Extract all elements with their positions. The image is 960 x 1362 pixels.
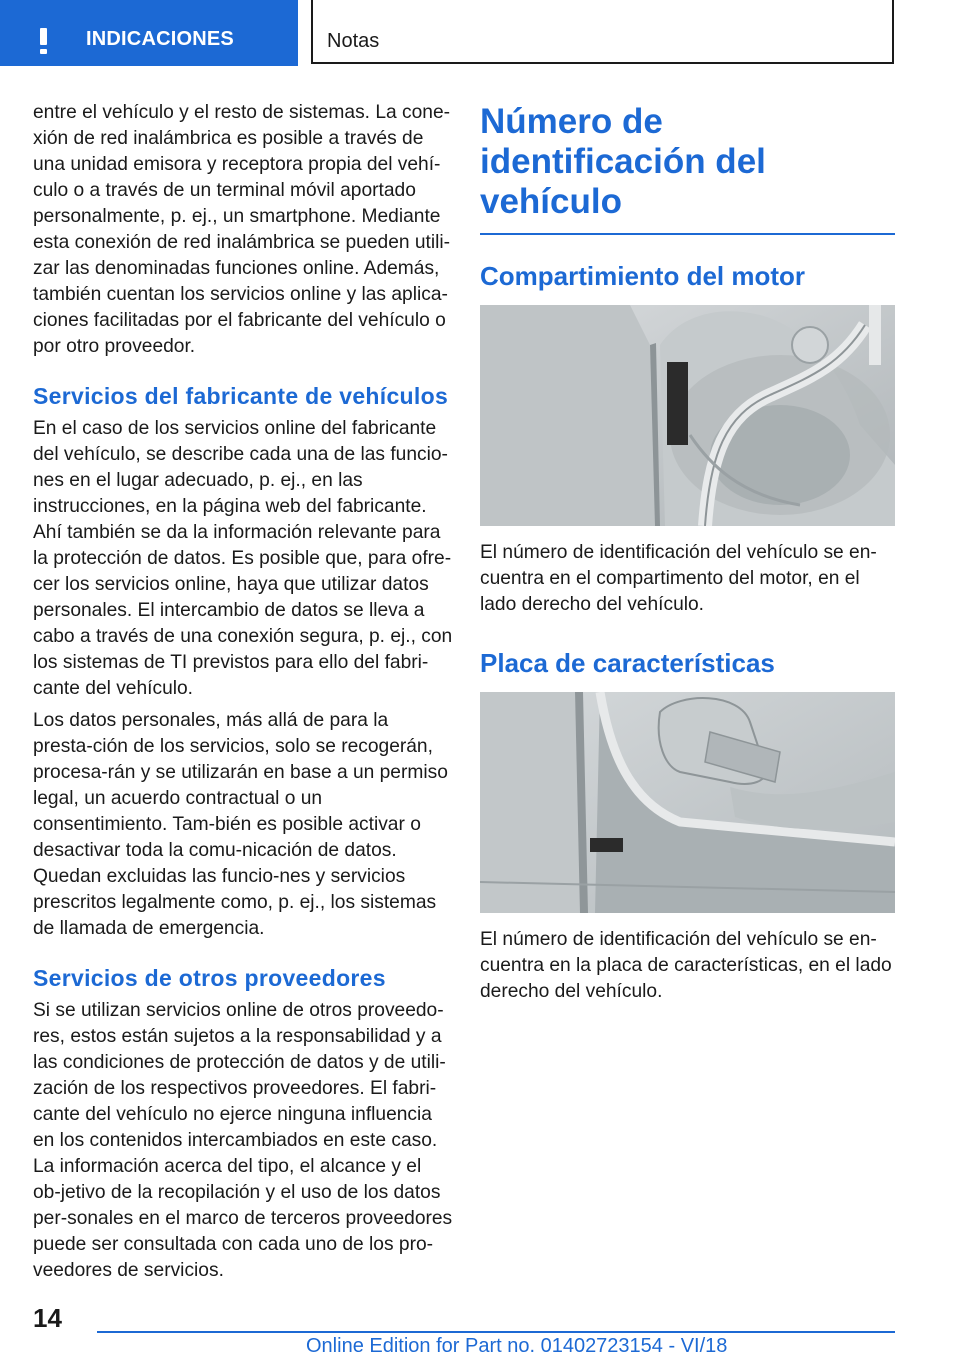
notes-tab[interactable] [311,0,894,64]
vin-section-title: Número de identificación del vehículo [480,102,766,221]
type-plate-image [480,692,895,913]
intro-paragraph: entre el vehículo y el resto de sistemas. La cone-xión de red inalámbrica es posible a través de una unidad emisora y receptora propia del vehí-culo o a través de un terminal móvil aportado personalmente, p. ej., un smartphone. Mediante esta conexión de red inalámbrica se pueden utili-zar las denominadas funciones online. Además, también cuentan los servicios online y las aplica-ciones facilitadas por el fabricante del vehículo o por otro proveedor. [33,102,451,357]
left-column [33,100,453,1284]
footer-edition-text: Online Edition for Part no. 01402723154 - VI/18 [306,1335,728,1357]
section-title-other-providers: Servicios de otros proveedores [33,965,386,991]
section-title-manufacturer-services: Servicios del fabricante de vehículos [33,383,449,409]
engine-compartment-image [480,305,895,526]
section-tab[interactable] [0,0,298,66]
engine-compartment-caption: El número de identificación del vehículo se en-cuentra en el compartimento del motor, en el lado derecho del vehículo. [480,542,877,615]
page-header [0,0,960,66]
exclamation-icon [40,28,47,45]
type-plate-caption: El número de identificación del vehículo se en-cuentra en la placa de características, en el lado derecho del vehículo. [480,929,892,1002]
manufacturer-services-paragraph-1: En el caso de los servicios online del fabricante del vehículo, se describe cada una de las funcio-nes en el lugar adecuado, p. ej., en las instrucciones, en la página web del fabricante. Ahí también se da la información relevante para la protección de datos. Es posible que, para ofre-cer los servicios online, haya que utilizar datos personales. El intercambio de datos se lleva a cabo a través de una conexión segura, p. ej., con los sistemas de TI previstos para ello del fabri-cante del vehículo. [33,418,453,699]
section-tab-label: INDICACIONES [86,28,234,50]
other-providers-paragraph: Si se utilizan servicios online de otros proveedo-res, estos están sujetos a la responsabilidad y a las condiciones de protección de datos y de utili-zación de los respectivos proveedores. El fabri-cante del vehículo no ejerce ninguna influencia en los contenidos intercambiados en este caso. La información acerca del tipo, el alcance y el ob-jetivo de la recopilación y el uso de los datos per-sonales en el marco de terceros proveedores puede ser consultada con cada uno de los pro-veedores de servicios. [33,1000,453,1281]
engine-compartment-title: Compartimiento del motor [480,261,806,291]
manufacturer-services-paragraph-2: Los datos personales, más allá de para la presta-ción de los servicios, solo se recogerán, procesa-rán y se utilizarán en base a un permiso legal, un acuerdo contractual o un consentimiento. Tam-bién es posible activar o desactivar toda la comu-nicación de datos. Quedan excluidas las funcio-nes y servicios prescritos legalmente como, p. ej., los sistemas de llamada de emergencia. [33,710,448,939]
page-number: 14 [33,1303,62,1333]
type-plate-title: Placa de características [480,648,775,678]
title-divider [480,233,895,235]
footer-divider [97,1331,895,1333]
notes-tab-label: Notas [327,30,380,52]
right-column [480,100,895,1005]
